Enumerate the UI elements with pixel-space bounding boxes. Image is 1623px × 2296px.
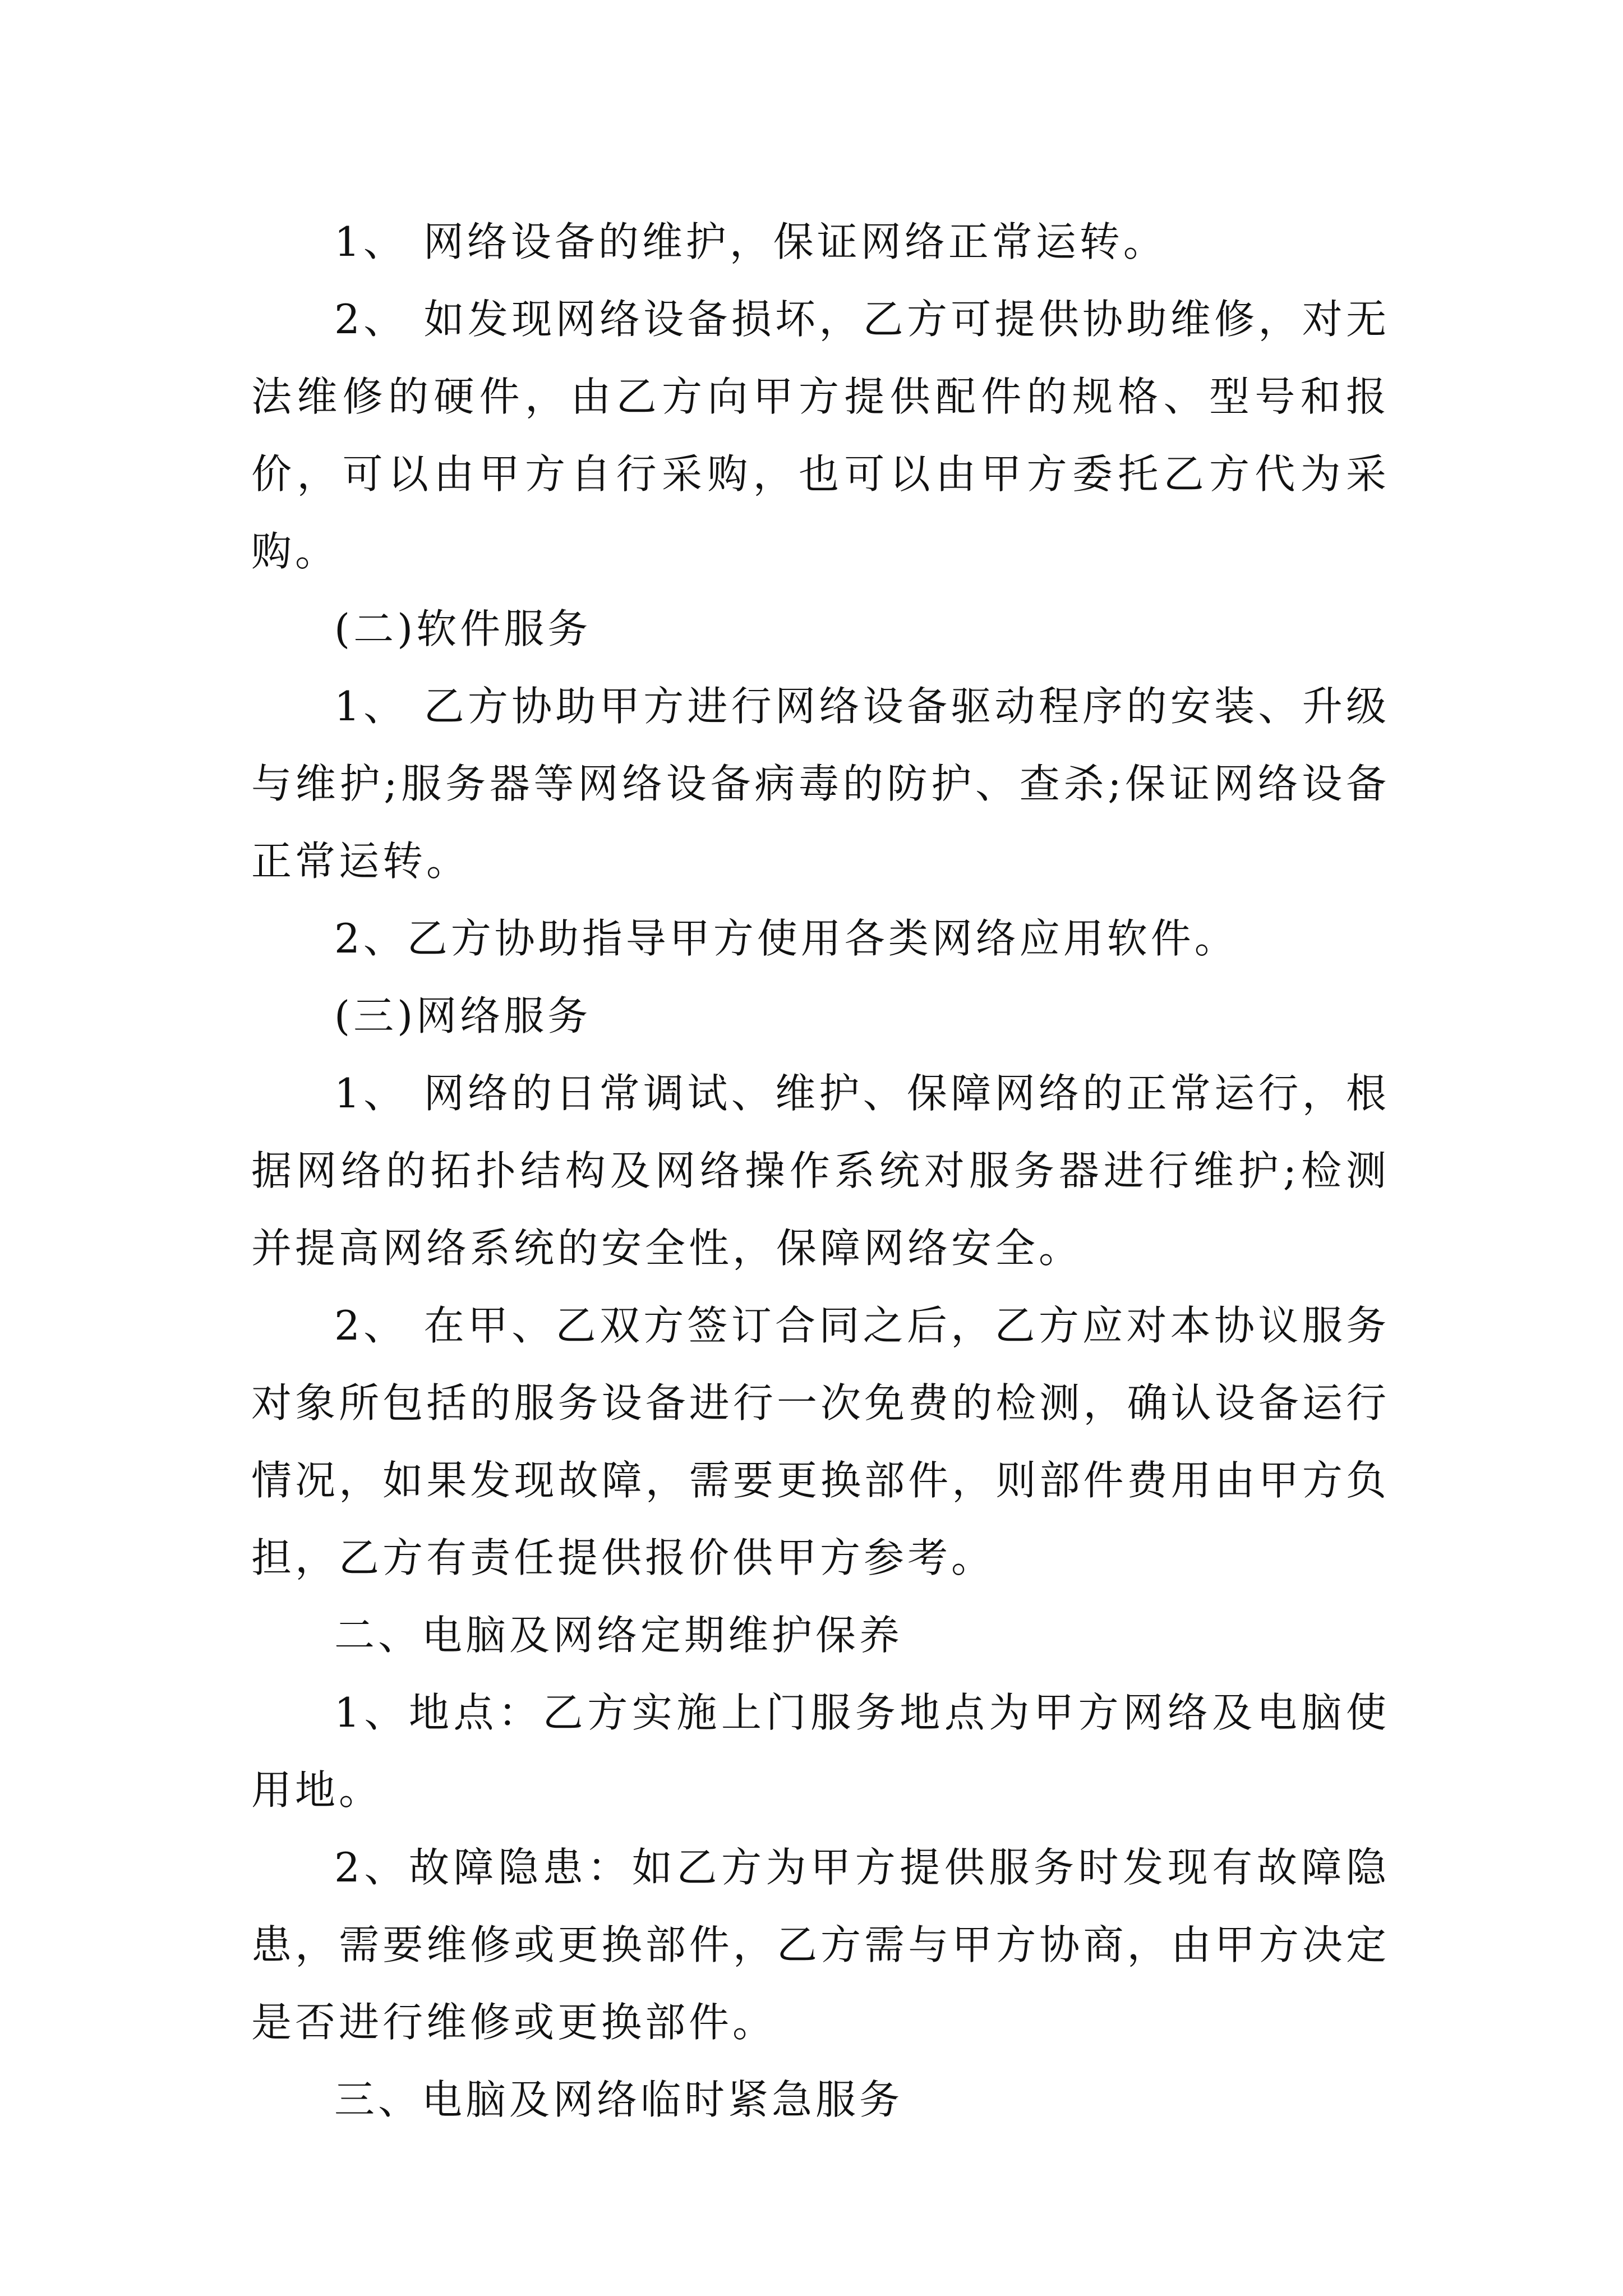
paragraph: 2、乙方协助指导甲方使用各类网络应用软件。: [334, 915, 1238, 962]
paragraph: 2、 在甲、乙双方签订合同之后，乙方应对本协议服务对象所包括的服务设备进行一次免费的检测，确认设备运行情况，如果发现故障，需要更换部件，则部件费用由甲方负担，乙方有责任提供报价供甲方参考。: [251, 1302, 1390, 1581]
paragraph: 1、 网络的日常调试、维护、保障网络的正常运行，根据网络的拓扑结构及网络操作系统对服务器进行维护;检测并提高网络系统的安全性，保障网络安全。: [251, 1070, 1390, 1272]
document-body: [251, 203, 1390, 2138]
section-heading: (二)软件服务: [334, 605, 592, 652]
paragraph: 2、 如发现网络设备损坏，乙方可提供协助维修，对无法维修的硬件，由乙方向甲方提供配件的规格、型号和报价，可以由甲方自行采购，也可以由甲方委托乙方代为采购。: [251, 296, 1390, 575]
section-heading: (三)网络服务: [334, 992, 592, 1039]
paragraph: 1、 乙方协助甲方进行网络设备驱动程序的安装、升级与维护;服务器等网络设备病毒的防护、查杀;保证网络设备正常运转。: [251, 683, 1390, 885]
paragraph: 1、地点：乙方实施上门服务地点为甲方网络及电脑使用地。: [251, 1689, 1390, 1814]
section-heading: 三、电脑及网络临时紧急服务: [334, 2076, 903, 2123]
paragraph: 2、故障隐患：如乙方为甲方提供服务时发现有故障隐患，需要维修或更换部件，乙方需与甲方协商，由甲方决定是否进行维修或更换部件。: [251, 1844, 1390, 2046]
section-heading: 二、电脑及网络定期维护保养: [334, 1612, 903, 1659]
paragraph: 1、 网络设备的维护，保证网络正常运转。: [334, 218, 1167, 265]
